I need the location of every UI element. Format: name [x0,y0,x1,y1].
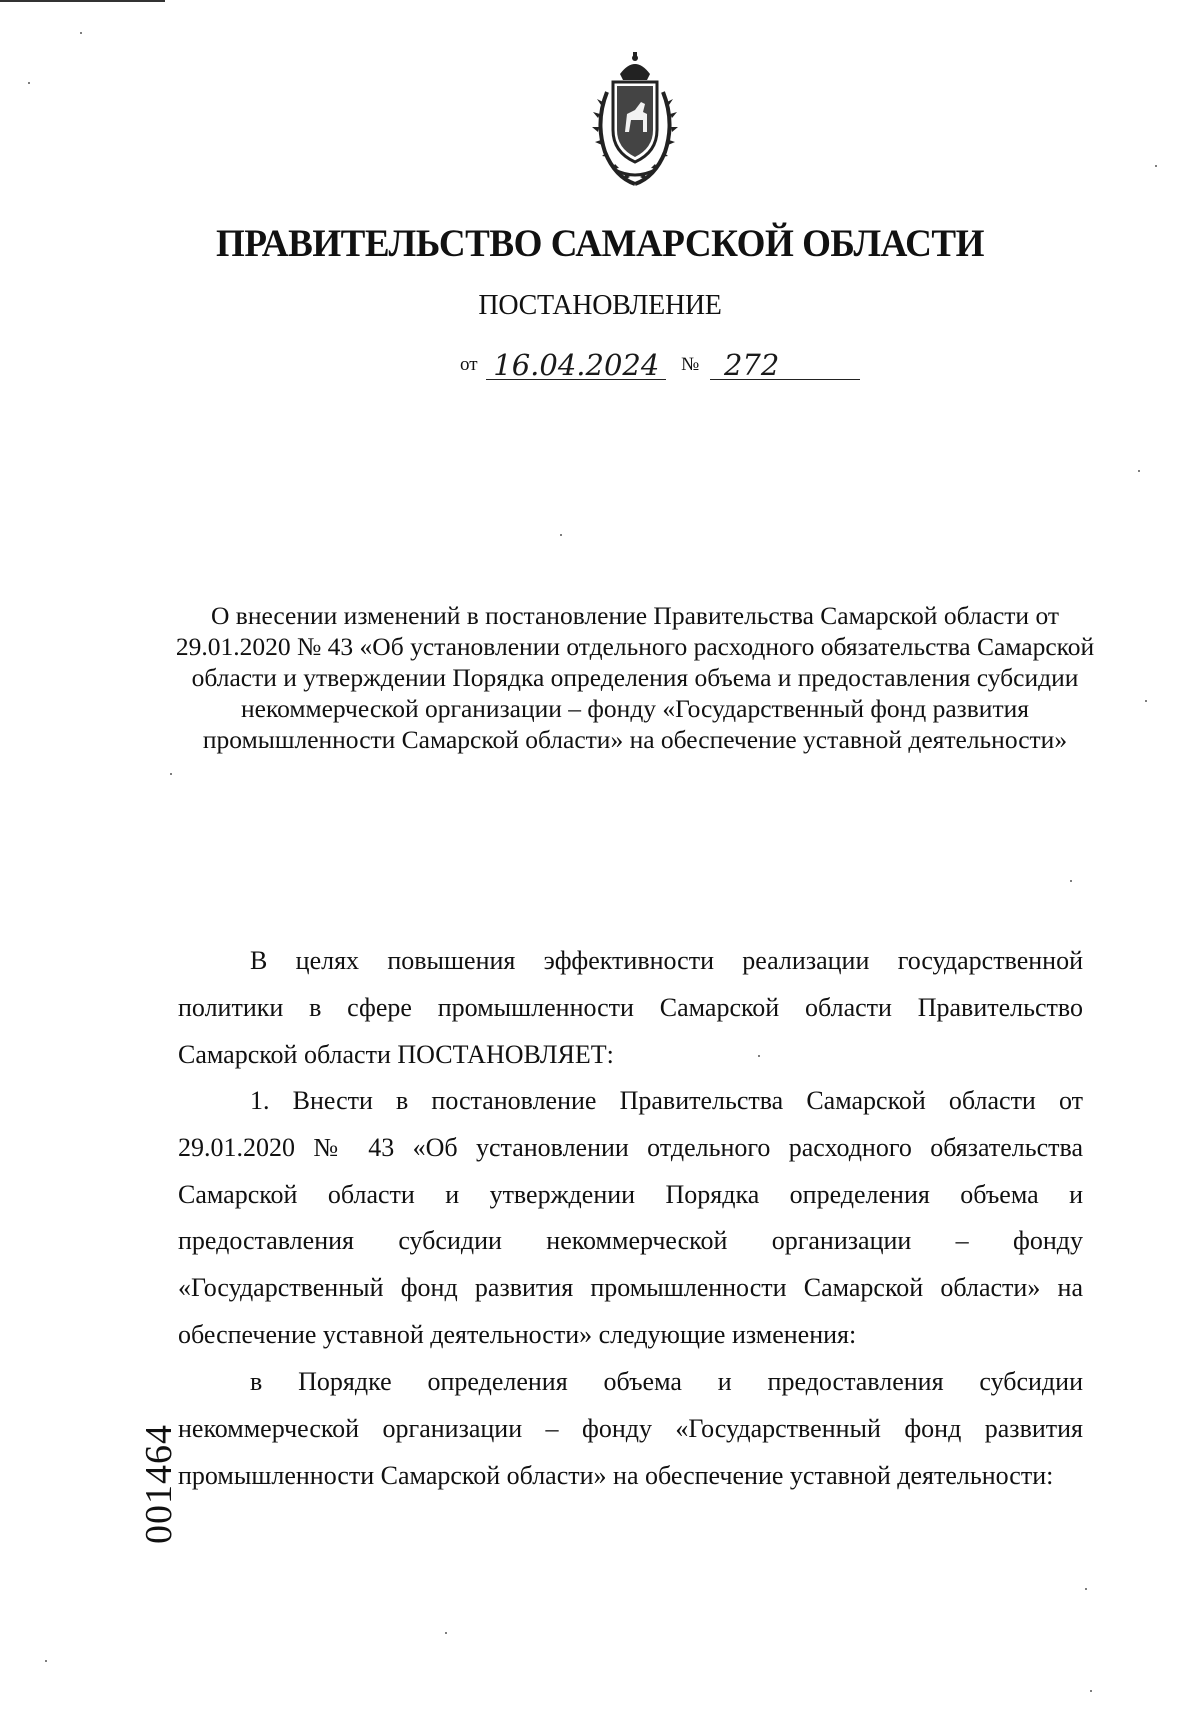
date-prefix: от [460,354,478,375]
paragraph-preamble: В целях повышения эффективности реализации государственной политики в сфере промышленности Самарской области Правительство Самарской области ПОСТАНОВЛЯЕТ: [178,946,1083,1069]
scan-speck [560,534,562,536]
number-prefix: № [681,354,700,375]
handwritten-number: 272 [710,351,860,380]
scan-speck [1070,880,1072,882]
coat-of-arms-icon [585,52,685,192]
paragraph-order-changes: в Порядке определения объема и предоставления субсидии некоммерческой организации – фонду «Государственный фонд развития промышленности Самарской области» на обеспечение уставной деятельности: [178,1367,1083,1490]
scan-speck [1145,700,1147,702]
scan-speck [1155,165,1157,167]
scan-speck [170,773,172,775]
scan-artifact-line [0,0,165,2]
scan-speck [758,1055,760,1057]
scan-speck [45,1660,47,1662]
paragraph-item-1: 1. Внести в постановление Правительства Самарской области от 29.01.2020 № 43 «Об установлении отдельного расходного обязательства Самарской области и утверждении Порядка определения объема и предоставления субсидии некоммерческой организации – фонду «Государственный фонд развития промышленности Самарской области» на обеспечение уставной деятельности» следующие изменения: [178,1086,1083,1349]
scan-speck [80,32,82,34]
handwritten-date: 16.04.2024 [486,351,666,380]
scan-speck [28,82,30,84]
scan-speck [1138,470,1140,472]
scan-speck [1085,1588,1087,1590]
government-title: ПРАВИТЕЛЬСТВО САМАРСКОЙ ОБЛАСТИ [216,222,984,265]
registration-stamp-number: 001464 [138,1424,180,1544]
scan-speck [1090,1690,1092,1692]
scan-speck [445,1632,447,1634]
date-number-row [460,350,860,380]
document-subject: О внесении изменений в постановление Правительства Самарской области от 29.01.2020 № 43 «Об установлении отдельного расходного обязательства Самарской области и утверждении Порядка определения объема и предоставления субсидии некоммерческой организации – фонду «Государственный фонд развития промышленности Самарской области» на обеспечение уставной деятельности» [175,601,1095,754]
document-type: ПОСТАНОВЛЕНИЕ [478,290,722,321]
